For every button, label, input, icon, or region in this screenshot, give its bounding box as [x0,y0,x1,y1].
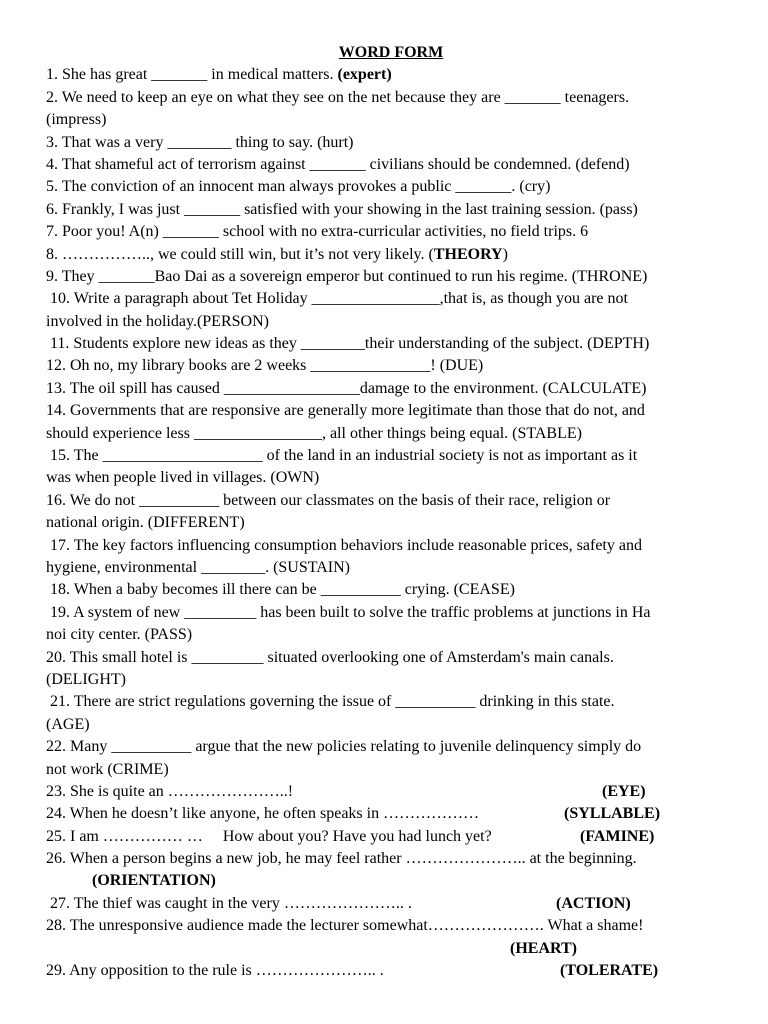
question-text: 24. When he doesn’t like anyone, he often speaks in ……………… [46,805,480,823]
word-hint: (expert) [337,66,392,84]
word-hint: (TOLERATE) [560,962,659,980]
question-24 [46,803,736,825]
question-9: 9. They _______Bao Dai as a sovereign emperor but continued to run his regime. (THRONE) [46,267,648,285]
question-7: 7. Poor you! A(n) _______ school with no extra-curricular activities, no field trips. 6 [46,223,589,241]
question-16: 16. We do not __________ between our classmates on the basis of their race, religion or [46,491,611,509]
question-15: 15. The ____________________ of the land in an industrial society is not as important as it [46,447,638,465]
question-20: 20. This small hotel is _________ situated overlooking one of Amsterdam's main canals. [46,648,614,666]
question-16-continued: national origin. (DIFFERENT) [46,514,245,532]
worksheet [46,42,736,982]
word-hint: (ORIENTATION) [92,872,216,890]
question-19: 19. A system of new _________ has been built to solve the traffic problems at junctions in Ha [46,603,651,621]
question-18: 18. When a baby becomes ill there can be __________ crying. (CEASE) [46,581,515,599]
word-hint: (SYLLABLE) [564,805,661,823]
question-23 [46,781,736,803]
worksheet-title: WORD FORM [338,44,444,61]
question-text: 23. She is quite an …………………..! [46,782,294,800]
question-1 [46,64,736,86]
word-hint: (EYE) [602,782,646,800]
question-20-continued: (DELIGHT) [46,670,126,688]
question-21: 21. There are strict regulations governing the issue of __________ drinking in this state. [46,693,615,711]
question-29 [46,960,736,982]
question-28: 28. The unresponsive audience made the lecturer somewhat…………………. What a shame! [46,917,644,935]
question-17: 17. The key factors influencing consumption behaviors include reasonable prices, safety and [46,536,642,554]
question-3: 3. That was a very ________ thing to say. (hurt) [46,133,354,151]
question-22: 22. Many __________ argue that the new policies relating to juvenile delinquency simply do [46,738,642,756]
question-27 [46,893,736,915]
question-text: 1. She has great _______ in medical matters. [46,66,338,84]
question-2: 2. We need to keep an eye on what they see on the net because they are _______ teenagers. [46,88,630,106]
question-text: 27. The thief was caught in the very ………………….. . [46,894,412,912]
question-14: 14. Governments that are responsive are generally more legitimate than those that do not, and [46,402,645,420]
word-hint: THEORY [433,245,503,263]
question-2-continued: (impress) [46,111,107,129]
question-26: 26. When a person begins a new job, he may feel rather ………………….. at the beginning. [46,850,637,868]
question-21-continued: (AGE) [46,715,90,733]
question-28-hint [46,938,736,960]
closing-paren: ) [502,245,508,263]
question-13: 13. The oil spill has caused _________________damage to the environment. (CALCULATE) [46,379,647,397]
question-text: 29. Any opposition to the rule is ………………….. . [46,962,384,980]
question-26-hint [46,870,736,892]
word-hint: (FAMINE) [580,827,655,845]
question-25 [46,826,736,848]
word-hint: (ACTION) [556,894,631,912]
question-11: 11. Students explore new ideas as they ________their understanding of the subject. (DEPTH) [46,335,650,353]
question-6: 6. Frankly, I was just _______ satisfied with your showing in the last training session. (pass) [46,200,638,218]
question-19-continued: noi city center. (PASS) [46,626,193,644]
question-22-continued: not work (CRIME) [46,760,169,778]
question-text: 25. I am …………… … How about you? Have you had lunch yet? [46,827,492,845]
word-hint: (HEART) [510,939,577,957]
question-17-continued: hygiene, environmental ________. (SUSTAIN) [46,558,350,576]
question-8 [46,244,736,266]
question-10: 10. Write a paragraph about Tet Holiday ________________,that is, as though you are not [46,290,628,308]
question-12: 12. Oh no, my library books are 2 weeks _______________! (DUE) [46,357,484,375]
question-text: 8. …………….., we could still win, but it’s not very likely. ( [46,245,434,263]
question-5: 5. The conviction of an innocent man always provokes a public _______. (cry) [46,178,551,196]
question-15-continued: was when people lived in villages. (OWN) [46,469,320,487]
question-4: 4. That shameful act of terrorism against _______ civilians should be condemned. (defend) [46,155,630,173]
question-10-continued: involved in the holiday.(PERSON) [46,312,269,330]
question-14-continued: should experience less ________________, all other things being equal. (STABLE) [46,424,582,442]
